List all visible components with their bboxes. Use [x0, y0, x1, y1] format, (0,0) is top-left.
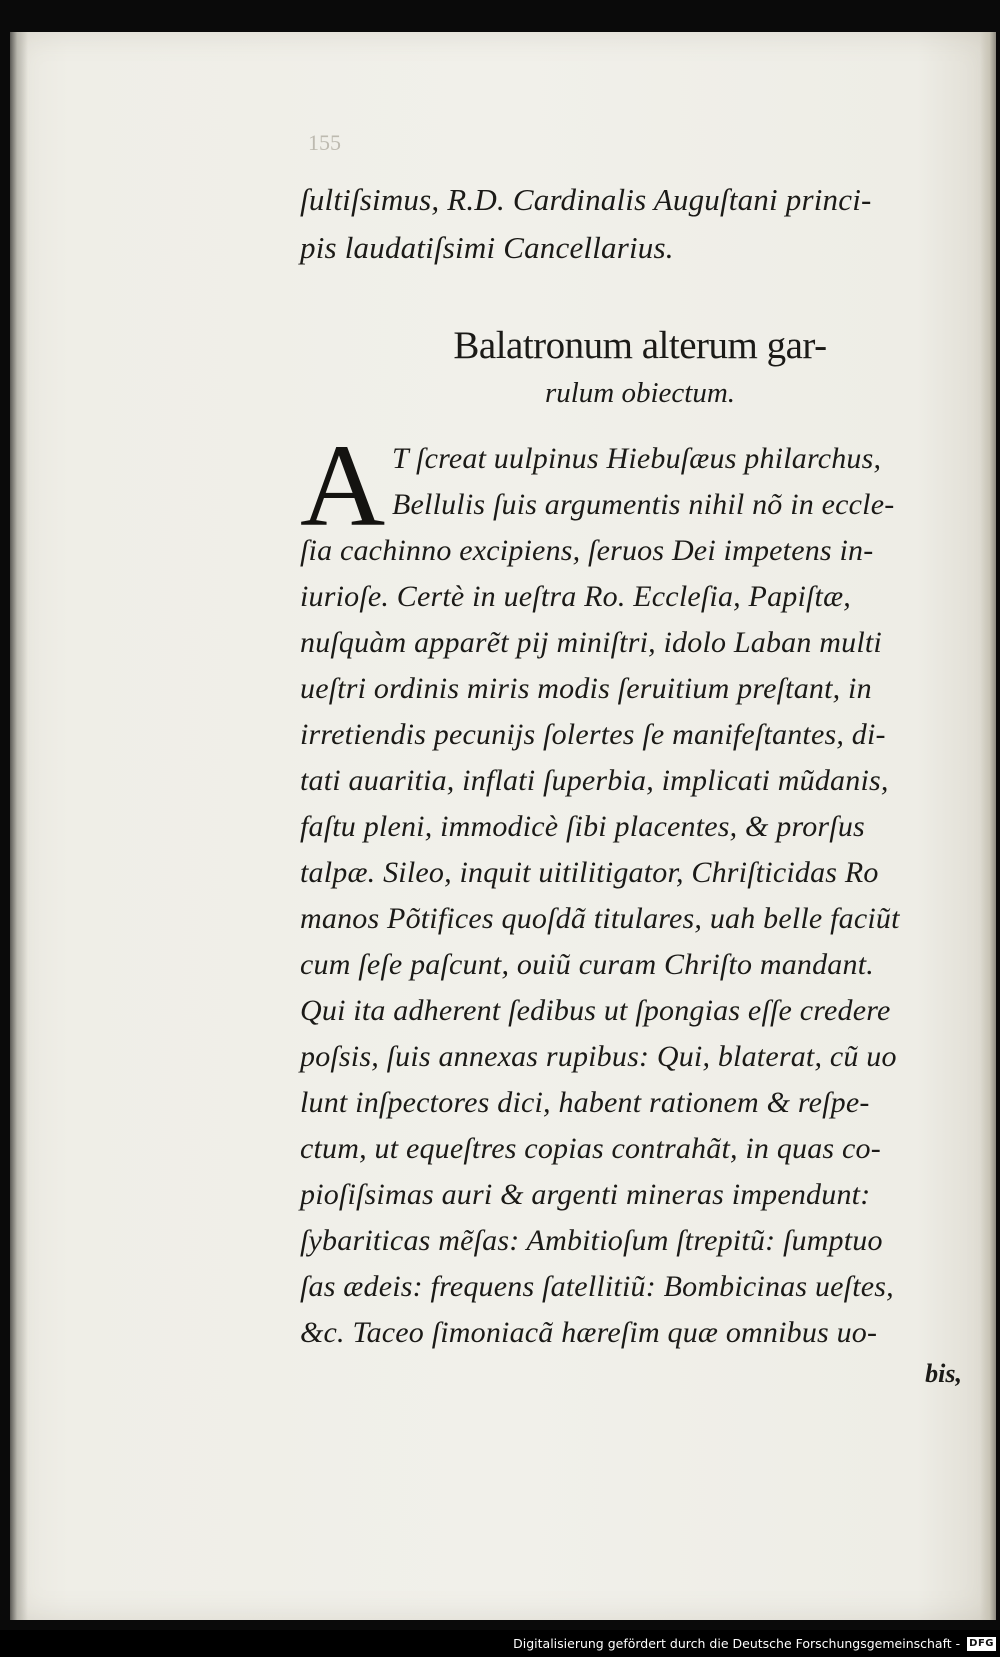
page-gutter-shadow: [10, 32, 28, 1620]
dfg-logo-icon: DFG: [969, 1637, 994, 1649]
page-edge-right: [980, 32, 996, 1620]
body-line: &c. Taceo ſimoniacã hæreſim quæ omnibus uo-: [300, 1316, 878, 1349]
body-line: poſsis, ſuis annexas rupibus: Qui, blaterat, cũ uo: [300, 1040, 897, 1073]
text-block: [300, 176, 980, 1392]
body-line: cum ſeſe paſcunt, ouiũ curam Chriſto mandant.: [300, 948, 874, 981]
body-line: ſybariticas mẽſas: Ambitioſum ſtrepitũ: ſumptuo: [300, 1224, 883, 1257]
body-line: talpæ. Sileo, inquit uitilitigator, Chriſticidas Ro: [300, 856, 879, 889]
body-line: Bellulis ſuis argumentis nihil nõ in eccle-: [392, 488, 895, 521]
intro-line-2: pis laudatiſsimi Cancellarius.: [300, 230, 674, 265]
body-line: pioſiſsimas auri & argenti mineras impendunt:: [300, 1178, 871, 1211]
digitization-footer: [0, 1630, 1000, 1656]
body-line: faſtu pleni, immodicè ſibi placentes, & prorſus: [300, 810, 865, 843]
body-line: lunt inſpectores dici, habent rationem & reſpe-: [300, 1086, 870, 1119]
page-number: 155: [308, 130, 341, 155]
body-line: manos Põtifices quoſdã titulares, uah belle faciũt: [300, 902, 900, 935]
section-heading-line-1: Balatronum alterum gar-: [453, 324, 827, 367]
body-line: T ſcreat uulpinus Hiebuſæus philarchus,: [392, 442, 882, 475]
body-line: nuſquàm apparẽt pij miniſtri, idolo Laban multi: [300, 626, 882, 659]
intro-line-1: ſultiſsimus, R.D. Cardinalis Auguſtani princi-: [300, 182, 872, 217]
drop-cap-initial: A: [300, 420, 386, 551]
body-line: ueſtri ordinis miris modis ſeruitium preſtant, in: [300, 672, 872, 705]
section-heading-line-2: rulum obiectum.: [544, 377, 736, 409]
body-line: tati auaritia, inflati ſuperbia, implicati mũdanis,: [300, 764, 889, 797]
body-line: ſia cachinno excipiens, ſeruos Dei impetens in-: [300, 534, 874, 567]
body-line: irretiendis pecunijs ſolertes ſe manifeſtantes, di-: [300, 718, 886, 751]
body-line: ſas ædeis: frequens ſatellitiũ: Bombicinas ueſtes,: [300, 1270, 894, 1303]
body-line: Qui ita adherent ſedibus ut ſpongias eſſe credere: [300, 994, 891, 1027]
body-line: iurioſe. Certè in ueſtra Ro. Eccleſia, Papiſtæ,: [300, 580, 851, 613]
body-line: ctum, ut equeſtres copias contrahãt, in quas co-: [300, 1132, 881, 1165]
footer-credit-text: Digitalisierung gefördert durch die Deutsche Forschungsgemeinschaft -: [513, 1635, 961, 1651]
body-text: [300, 420, 980, 1392]
catchword: bis,: [925, 1359, 962, 1388]
